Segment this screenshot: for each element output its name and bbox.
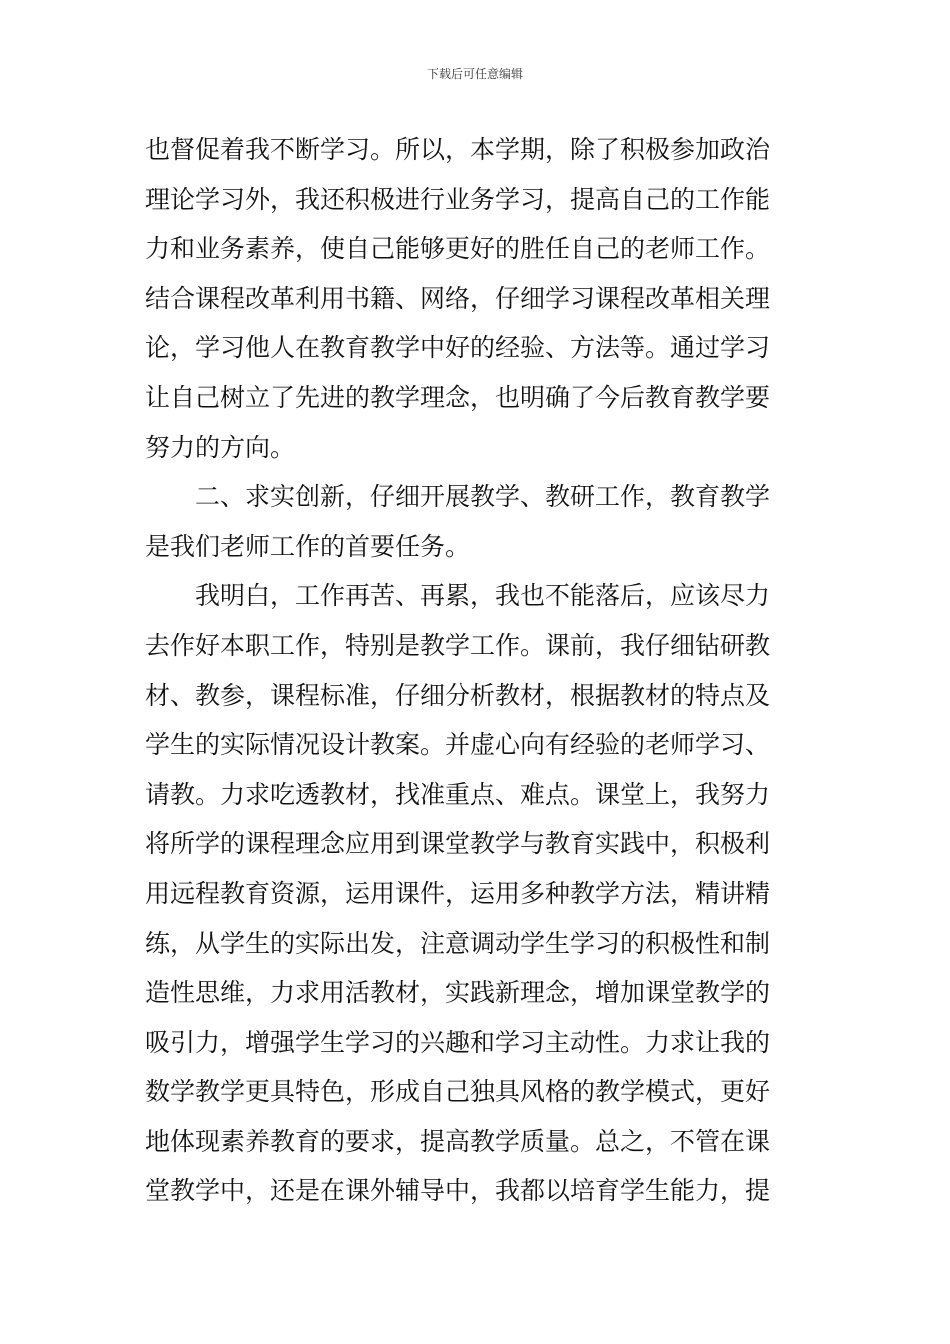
text-line: 吸引力，增强学生学习的兴趣和学习主动性。力求让我的 [145, 1027, 771, 1057]
text-line: 学生的实际情况设计教案。并虚心向有经验的老师学习、 [145, 730, 771, 760]
text-line: 论，学习他人在教育教学中好的经验、方法等。通过学习 [145, 333, 771, 363]
text-line: 用远程教育资源，运用课件，运用多种教学方法，精讲精 [145, 878, 771, 908]
text-line: 理论学习外，我还积极进行业务学习，提高自己的工作能 [145, 184, 771, 214]
text-line: 数学教学更具特色，形成自己独具风格的教学模式，更好 [145, 1077, 771, 1107]
text-line: 堂教学中，还是在课外辅导中，我都以培育学生能力，提 [145, 1176, 771, 1206]
page-header: 下载后可任意编辑 [426, 67, 523, 81]
text-line: 二、求实创新，仔细开展教学、教研工作，教育教学 [195, 482, 771, 512]
document-body [145, 125, 807, 1216]
text-line: 也督促着我不断学习。所以，本学期，除了积极参加政治 [145, 135, 771, 164]
text-line: 力和业务素养，使自己能够更好的胜任自己的老师工作。 [145, 234, 771, 264]
text-line: 我明白，工作再苦、再累，我也不能落后，应该尽力 [195, 581, 771, 611]
text-line: 地体现素养教育的要求，提高教学质量。总之，不管在课 [145, 1126, 771, 1156]
text-line: 是我们老师工作的首要任务。 [145, 531, 471, 561]
text-line: 将所学的课程理念应用到课堂教学与教育实践中，积极利 [145, 829, 771, 859]
text-line: 练，从学生的实际出发，注意调动学生学习的积极性和制 [145, 928, 771, 958]
text-line: 让自己树立了先进的教学理念，也明确了今后教育教学要 [145, 382, 771, 412]
text-line: 去作好本职工作，特别是教学工作。课前，我仔细钻研教 [145, 630, 771, 660]
text-line: 造性思维，力求用活教材，实践新理念，增加课堂教学的 [145, 978, 771, 1008]
text-line: 结合课程改革利用书籍、网络，仔细学习课程改革相关理 [145, 283, 771, 313]
text-line: 努力的方向。 [145, 432, 296, 462]
text-line: 请教。力求吃透教材，找准重点、难点。课堂上，我努力 [145, 779, 771, 809]
text-line: 材、教参，课程标准，仔细分析教材，根据教材的特点及 [145, 680, 771, 710]
